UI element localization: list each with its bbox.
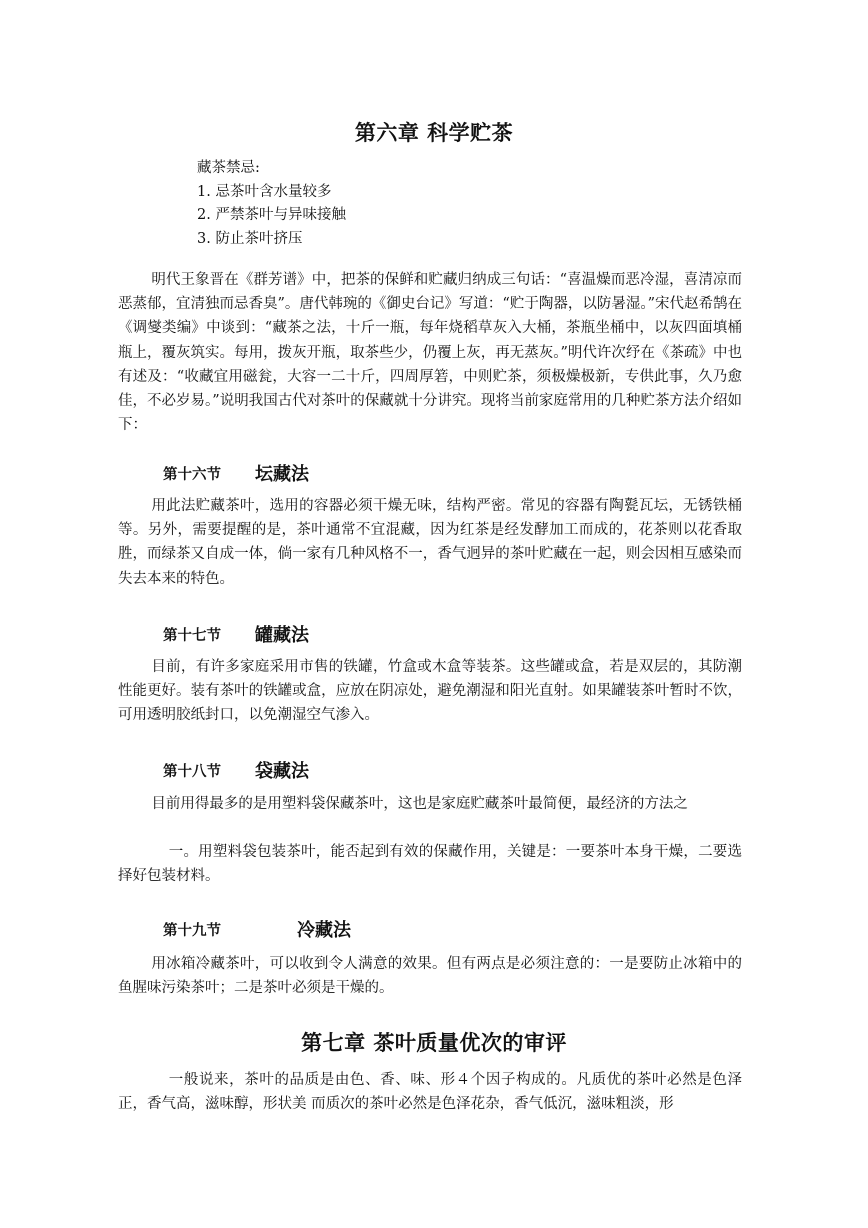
list-item: 2. 严禁茶叶与异味接触 bbox=[197, 207, 346, 223]
section-16-heading bbox=[163, 463, 309, 485]
chapter-7-title: 第七章 茶叶质量优次的审评 bbox=[301, 1031, 567, 1055]
section-number: 第十七节 bbox=[163, 628, 221, 644]
section-19-paragraph: 用冰箱冷藏茶叶，可以收到令人满意的效果。但有两点是必须注意的：一是要防止冰箱中的鱼腥味污染茶叶；二是茶叶必须是干燥的。 bbox=[118, 956, 742, 997]
storage-taboos-list bbox=[197, 157, 346, 251]
section-number: 第十八节 bbox=[163, 764, 221, 780]
chapter-7-intro-paragraph: 一般说来，茶叶的品质是由色、香、味、形４个因子构成的。凡质优的茶叶必然是色泽正，香气高，滋味醇，形状美 而质次的茶叶必然是色泽花杂，香气低沉，滋味粗淡，形 bbox=[118, 1072, 742, 1113]
chapter-6-intro-paragraph: 明代王象晋在《群芳谱》中，把茶的保鲜和贮藏归纳成三句话：“喜温燥而恶冷湿，喜清凉而恶蒸郁，宜清独而忌香臭”。唐代韩琬的《御史台记》写道：“贮于陶器，以防暑湿。”宋代赵希鹄在《调燮类编》中谈到：“藏茶之法，十斤一瓶，每年烧稻草灰入大桶，茶瓶坐桶中，以灰四面填桶瓶上，覆灰筑实。每用，拨灰开瓶，取茶些少，仍覆上灰，再无蒸灰。”明代许次纾在《茶疏》中也有述及：“收藏宜用磁瓮，大容一二十斤，四周厚箬，中则贮茶，须极燥极新，专供此事，久乃愈佳，不必岁易。”说明我国古代对茶叶的保藏就十分讲究。现将当前家庭常用的几种贮茶方法介绍如下： bbox=[118, 272, 742, 434]
section-number: 第十九节 bbox=[163, 923, 221, 939]
list-item: 1. 忌茶叶含水量较多 bbox=[197, 183, 332, 200]
section-name: 冷藏法 bbox=[297, 920, 351, 941]
list-item: 3. 防止茶叶挤压 bbox=[197, 230, 303, 247]
chapter-6-title: 第六章 科学贮茶 bbox=[354, 121, 514, 145]
section-16-paragraph: 用此法贮藏茶叶，选用的容器必须干燥无味，结构严密。常见的容器有陶甏瓦坛，无锈铁桶等。另外，需要提醒的是，茶叶通常不宜混藏，因为红茶是经发酵加工而成的，花茶则以花香取胜，而绿茶又自成一体，倘一家有几种风格不一，香气迥异的茶叶贮藏在一起，则会因相互感染而失去本来的特色。 bbox=[118, 498, 742, 587]
section-number: 第十六节 bbox=[163, 467, 221, 483]
section-18-paragraph: 目前用得最多的是用塑料袋保藏茶叶，这也是家庭贮藏茶叶最简便，最经济的方法之 bbox=[151, 796, 688, 812]
section-17-paragraph: 目前，有许多家庭采用市售的铁罐，竹盒或木盒等装茶。这些罐或盒，若是双层的，其防潮性能更好。装有茶叶的铁罐或盒，应放在阴凉处，避免潮湿和阳光直射。如果罐装茶叶暂时不饮，可用透明胶纸封口，以免潮湿空气渗入。 bbox=[118, 659, 742, 724]
section-name: 袋藏法 bbox=[255, 761, 309, 782]
section-name: 坛藏法 bbox=[255, 464, 309, 485]
section-18-heading bbox=[163, 760, 309, 782]
list-title: 藏茶禁忌: bbox=[197, 160, 260, 176]
section-19-heading bbox=[163, 919, 351, 941]
section-18-paragraph-continued: 一。用塑料袋包装茶叶，能否起到有效的保藏作用，关键是：一要茶叶本身干燥，二要选择好包装材料。 bbox=[118, 844, 742, 885]
section-17-heading bbox=[163, 624, 309, 646]
section-name: 罐藏法 bbox=[255, 625, 309, 646]
